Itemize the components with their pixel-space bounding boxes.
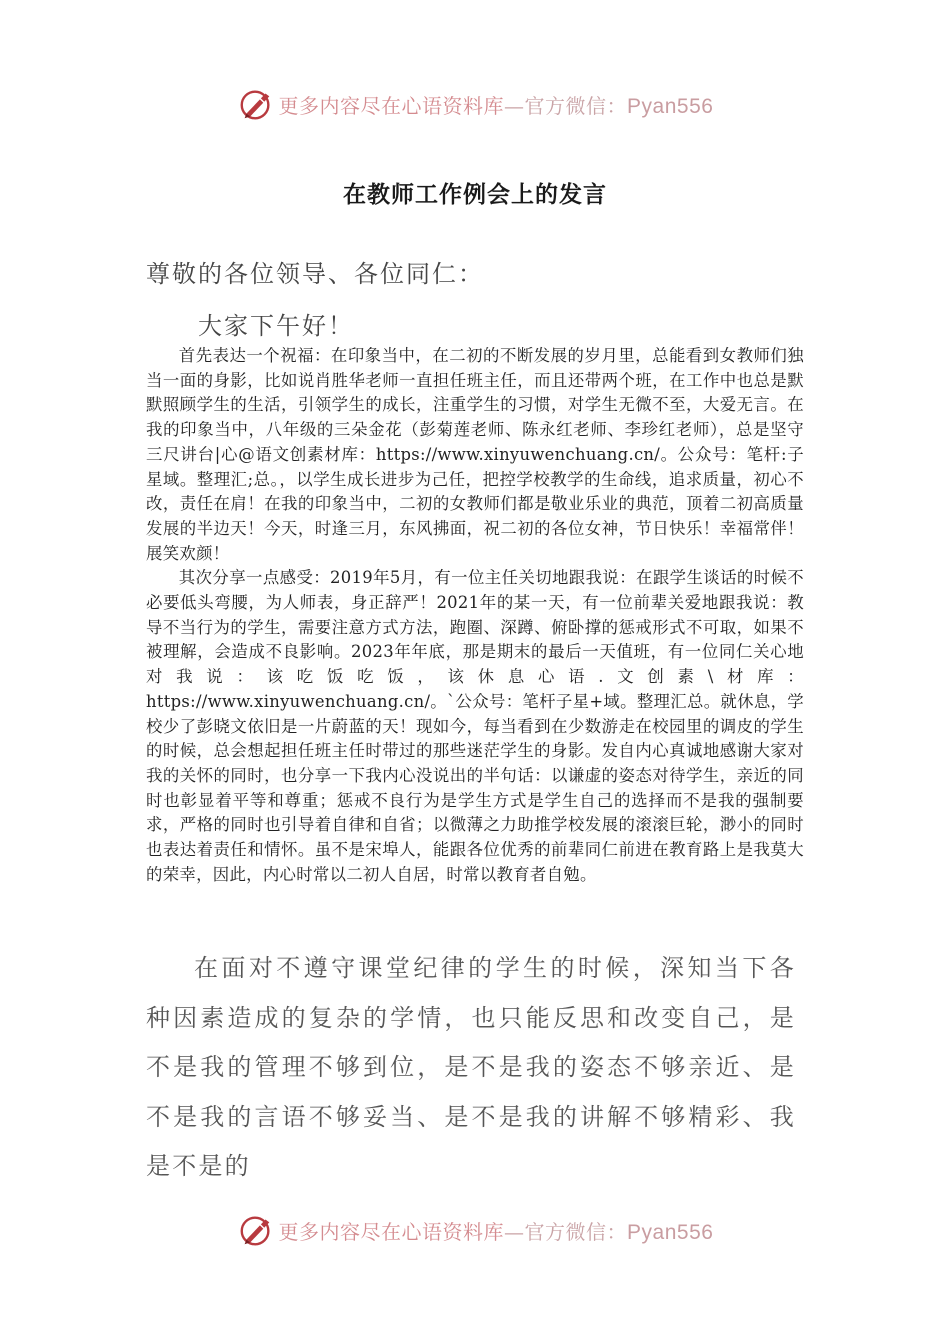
salutation: 尊敬的各位领导、各位同仁： bbox=[146, 260, 484, 288]
paragraph-classroom: 在面对不遵守课堂纪律的学生的时候，深知当下各种因素造成的复杂的学情，也只能反思和改变自己，是不是我的管理不够到位，是不是我的姿态不够亲近、是不是我的言语不够妥当、是不是我的讲解不够精彩、我是不是的 bbox=[146, 954, 796, 1180]
footer-brand: 更多内容尽在心语资料库 bbox=[278, 1219, 505, 1244]
paragraph-blessing: 首先表达一个祝福：在印象当中，在二初的不断发展的岁月里，总能看到女教师们独当一面的身影，比如说肖胜华老师一直担任班主任，而且还带两个班，在工作中也总是默默照顾学生的生活，引领学生的成长，注重学生的习惯，对学生无微不至，大爱无言。在我的印象当中，八年级的三朵金花（彭菊莲老师、陈永红老师、李珍红老师），总是坚守三尺讲台|心@语文创素材库：https://www.xinyuwenchuang.cn/。公众号：笔杆:子星域。整理汇;总。，以学生成长进步为己任，把控学校教学的生命线，追求质量，初心不改，责任在肩！在我的印象当中，二初的女教师们都是敬业乐业的典范，顶着二初高质量发展的半边天！今天，时逢三月，东风拂面，祝二初的各位女神，节日快乐！幸福常伴！展笑欢颜！ bbox=[146, 346, 804, 563]
header-wechat-id: Pyan556 bbox=[627, 94, 714, 118]
header-wechat-label: 官方微信： bbox=[524, 93, 628, 118]
header-separator: — bbox=[504, 93, 525, 118]
paragraph-reflection: 其次分享一点感受：2019年5月，有一位主任关切地跟我说：在跟学生谈话的时候不必要低头弯腰，为人师表，身正辞严！2021年的某一天，有一位前辈关爱地跟我说：教导不当行为的学生，需要注意方式方法，跑圈、深蹲、俯卧撑的惩戒形式不可取，如果不被理解，会造成不良影响。2023年年底，那是期末的最后一天值班，有一位同仁关心地对我说：该吃饭吃饭，该休息心语.文创素\材库：https://www.xinyuwenchuang.cn/。`公众号：笔杆子星+域。整理汇总。就休息，学校少了彭晓文依旧是一片蔚蓝的天！现如今，每当看到在少数游走在校园里的调皮的学生的时候，总会想起担任班主任时带过的那些迷茫学生的身影。发自内心真诚地感谢大家对我的关怀的同时，也分享一下我内心没说出的半句话：以谦虚的姿态对待学生，亲近的同时也彰显着平等和尊重；惩戒不良行为是学生方式是学生自己的选择而不是我的强制要求，严格的同时也引导着自律和自省；以微薄之力助推学校发展的滚滚巨轮，渺小的同时也表达着责任和情怀。虽不是宋埠人，能跟各位优秀的前辈同仁前进在教育路上是我莫大的荣幸，因此，内心时常以二初人自居，时常以教育者自勉。 bbox=[146, 568, 804, 884]
pen-logo-icon bbox=[237, 1211, 275, 1249]
footer-banner bbox=[0, 1210, 950, 1250]
footer-separator: — bbox=[504, 1219, 525, 1244]
large-text bbox=[146, 944, 796, 1192]
greeting: 大家下午好！ bbox=[198, 312, 354, 340]
body-text bbox=[146, 344, 804, 887]
pen-logo-icon bbox=[237, 85, 275, 123]
header-brand: 更多内容尽在心语资料库 bbox=[278, 93, 505, 118]
document-title: 在教师工作例会上的发言 bbox=[343, 181, 607, 208]
footer-wechat-id: Pyan556 bbox=[627, 1220, 714, 1244]
header-banner bbox=[0, 84, 950, 124]
footer-wechat-label: 官方微信： bbox=[524, 1219, 628, 1244]
